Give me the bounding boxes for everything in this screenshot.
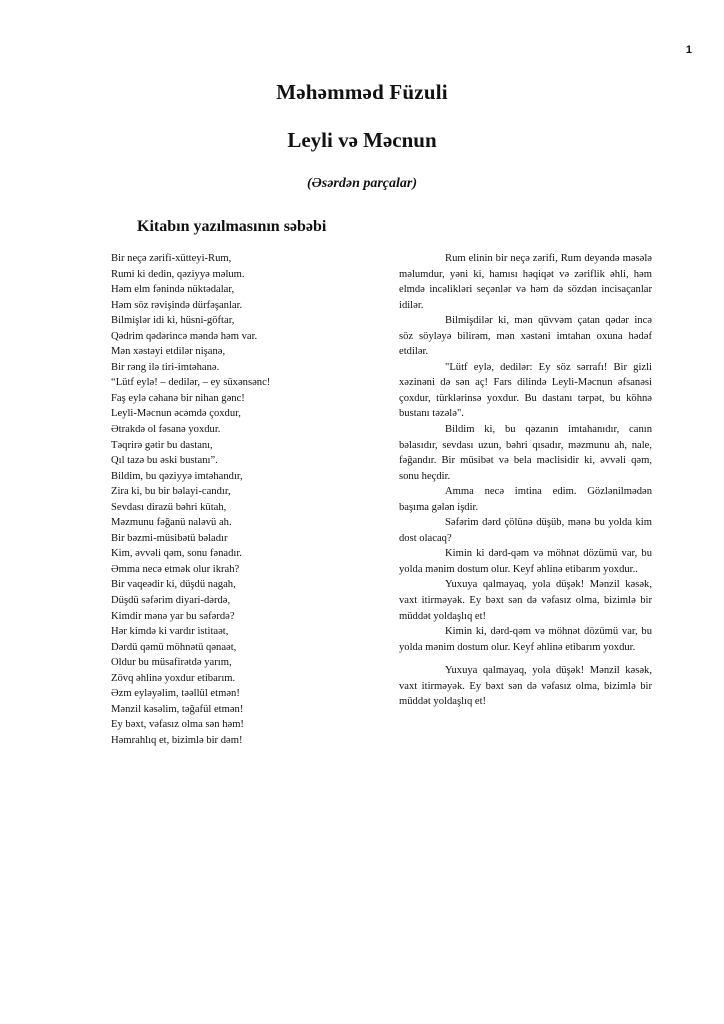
poem-line: Mənzil kəsəlim, təğafül etmən! (111, 703, 244, 715)
prose-paragraph: Səfərim dərd çölünə düşüb, mənə bu yolda kim dost olacaq? (399, 517, 652, 544)
poem-line: Kim, əvvəli qəm, sonu fənadır. (111, 548, 242, 560)
prose-paragraph: Bildim ki, bu qəzanın imtahanıdır, canın bəlasıdır, sevdası uzun, bəhri qısadır, məzmunu ah, nale, fəğandır. Bir müsibət və bela məclisidir ki, əvvəli qəm, sonu heçdir. (399, 424, 652, 482)
poem-line: Ey bəxt, vəfasız olma sən həm! (111, 719, 244, 731)
prose-paragraph: Kimin ki dərd-qəm və möhnət dözümü var, bu yolda mənim dostum olur. Keyf əhlinə etibarım yoxdur.. (399, 548, 652, 575)
section-heading: Kitabın yazılmasının səbəbi (137, 218, 327, 235)
poem-line: Həm elm fənində nüktədalar, (111, 284, 235, 296)
poem-line: Bildim, bu qəziyyə imtəhandır, (111, 470, 243, 482)
poem-line: Dərdü qəmü möhnətü qənaət, (111, 641, 237, 653)
poem-line: Mən xəstəyi etdilər nişanə, (111, 346, 226, 358)
poem-line: Həmrahlıq et, bizimlə bir dəm! (111, 734, 243, 746)
prose-column (399, 251, 652, 710)
poem-line: Oldur bu müsafirətdə yarım, (111, 657, 232, 669)
prose-paragraph: Rum elinin bir neçə zərifi, Rum deyəndə məsələ məlumdur, yəni ki, hamısı həqiqət və zəriflik əhli, həm elmdə incəlikləri seçənlər və həm də sözdən incisaçanlar idilər. (399, 253, 652, 311)
poem-line: Bir neçə zərifi-xütteyi-Rum, (111, 253, 232, 264)
poem-line: Bir vaqeədir ki, düşdü nagah, (111, 579, 236, 591)
poem-line: Leyli-Məcnun əcəmdə çoxdur, (111, 408, 241, 420)
prose-paragraph: Amma necə imtina edim. Gözlənilmədən başıma gələn işdir. (399, 486, 652, 513)
prose-paragraph: Yuxuya qalmayaq, yola düşək! Mənzil kəsək, vaxt itirməyək. Ey bəxt sən də vəfasız olma, bizimlə bir müddət yoldaşlıq et! (399, 665, 652, 708)
poem-line: Ətrakdə ol fəsanə yoxdur. (111, 424, 221, 436)
prose-paragraph: Bilmişdilər ki, mən qüvvəm çatan qədər incə söz söyləyə bilirəm, mən xəstəni imtahan oxuna hədəf etdilər. (399, 315, 652, 358)
poem-line: Zövq əhlinə yoxdur etibarım. (111, 672, 236, 684)
poem-line: Qədrim qədərincə məndə həm var. (111, 330, 258, 342)
poem-line: Bir rəng ilə tiri-imtəhanə. (111, 361, 220, 373)
prose-paragraph: Kimin ki, dərd-qəm və möhnət dözümü var, bu yolda mənim dostum olur. Keyf əhlinə etibarım yoxdur. (399, 626, 652, 653)
poem-line: Bilmişlər idi ki, hüsni-göftar, (111, 315, 235, 327)
poem-line: Həm söz rəvişində dürfəşanlar. (111, 299, 243, 311)
poem-line: Kimdir mənə yar bu səfərdə? (111, 610, 235, 622)
poem-line: Əmma necə etmək olur ikrah? (111, 563, 240, 575)
poem-line: Hər kimdə ki vardır istitaət, (111, 626, 229, 638)
poem-line: Təqrirə gətir bu dastanı, (111, 439, 213, 451)
poem-line: Məzmunu fəğanü naləvü ah. (111, 517, 232, 529)
prose-paragraph: "Lütf eylə, dedilər: Ey söz sərrafı! Bir gizli xəzinəni də sən aç! Fars dilində Leyli-Məcnun əfsanəsi çoxdur, türklərinsə yoxdur. Bu dastanı tərpət, bu köhnə bustanı təzələ". (399, 361, 652, 420)
poem-line: Əzm eyləyəlim, təəllül etmən! (111, 688, 240, 700)
poem-column (111, 251, 381, 749)
poem-line: Qıl tazə bu əski bustanı”. (111, 455, 218, 467)
poem-line: “Lütf eylə! – dedilər, – ey süxənsənc! (111, 377, 271, 389)
poem-line: Düşdü səfərim diyari-dərdə, (111, 595, 231, 607)
poem-line: Faş eylə cəhanə bir nihan gənc! (111, 392, 245, 404)
poem-line: Zira ki, bu bir bəlayi-candır, (111, 486, 231, 498)
document-subtitle: (Əsərdən parçalar) (306, 176, 418, 191)
prose-paragraph: Yuxuya qalmayaq, yola düşək! Mənzil kəsək, vaxt itirməyək. Ey bəxt sən də vəfasız olma, bizimlə bir müddət yoldaşlıq et! (399, 579, 652, 622)
poem-line: Sevdası dirazü bəhri kütah, (111, 501, 227, 513)
author-name: Məhəmməd Füzuli (276, 80, 448, 104)
document-title: Leyli və Məcnun (287, 128, 437, 152)
poem-line: Rumi ki dedin, qəziyyə məlum. (111, 268, 245, 280)
poem-line: Bir bəzmi-müsibətü bəladır (111, 532, 228, 544)
page-number: 1 (685, 44, 692, 56)
